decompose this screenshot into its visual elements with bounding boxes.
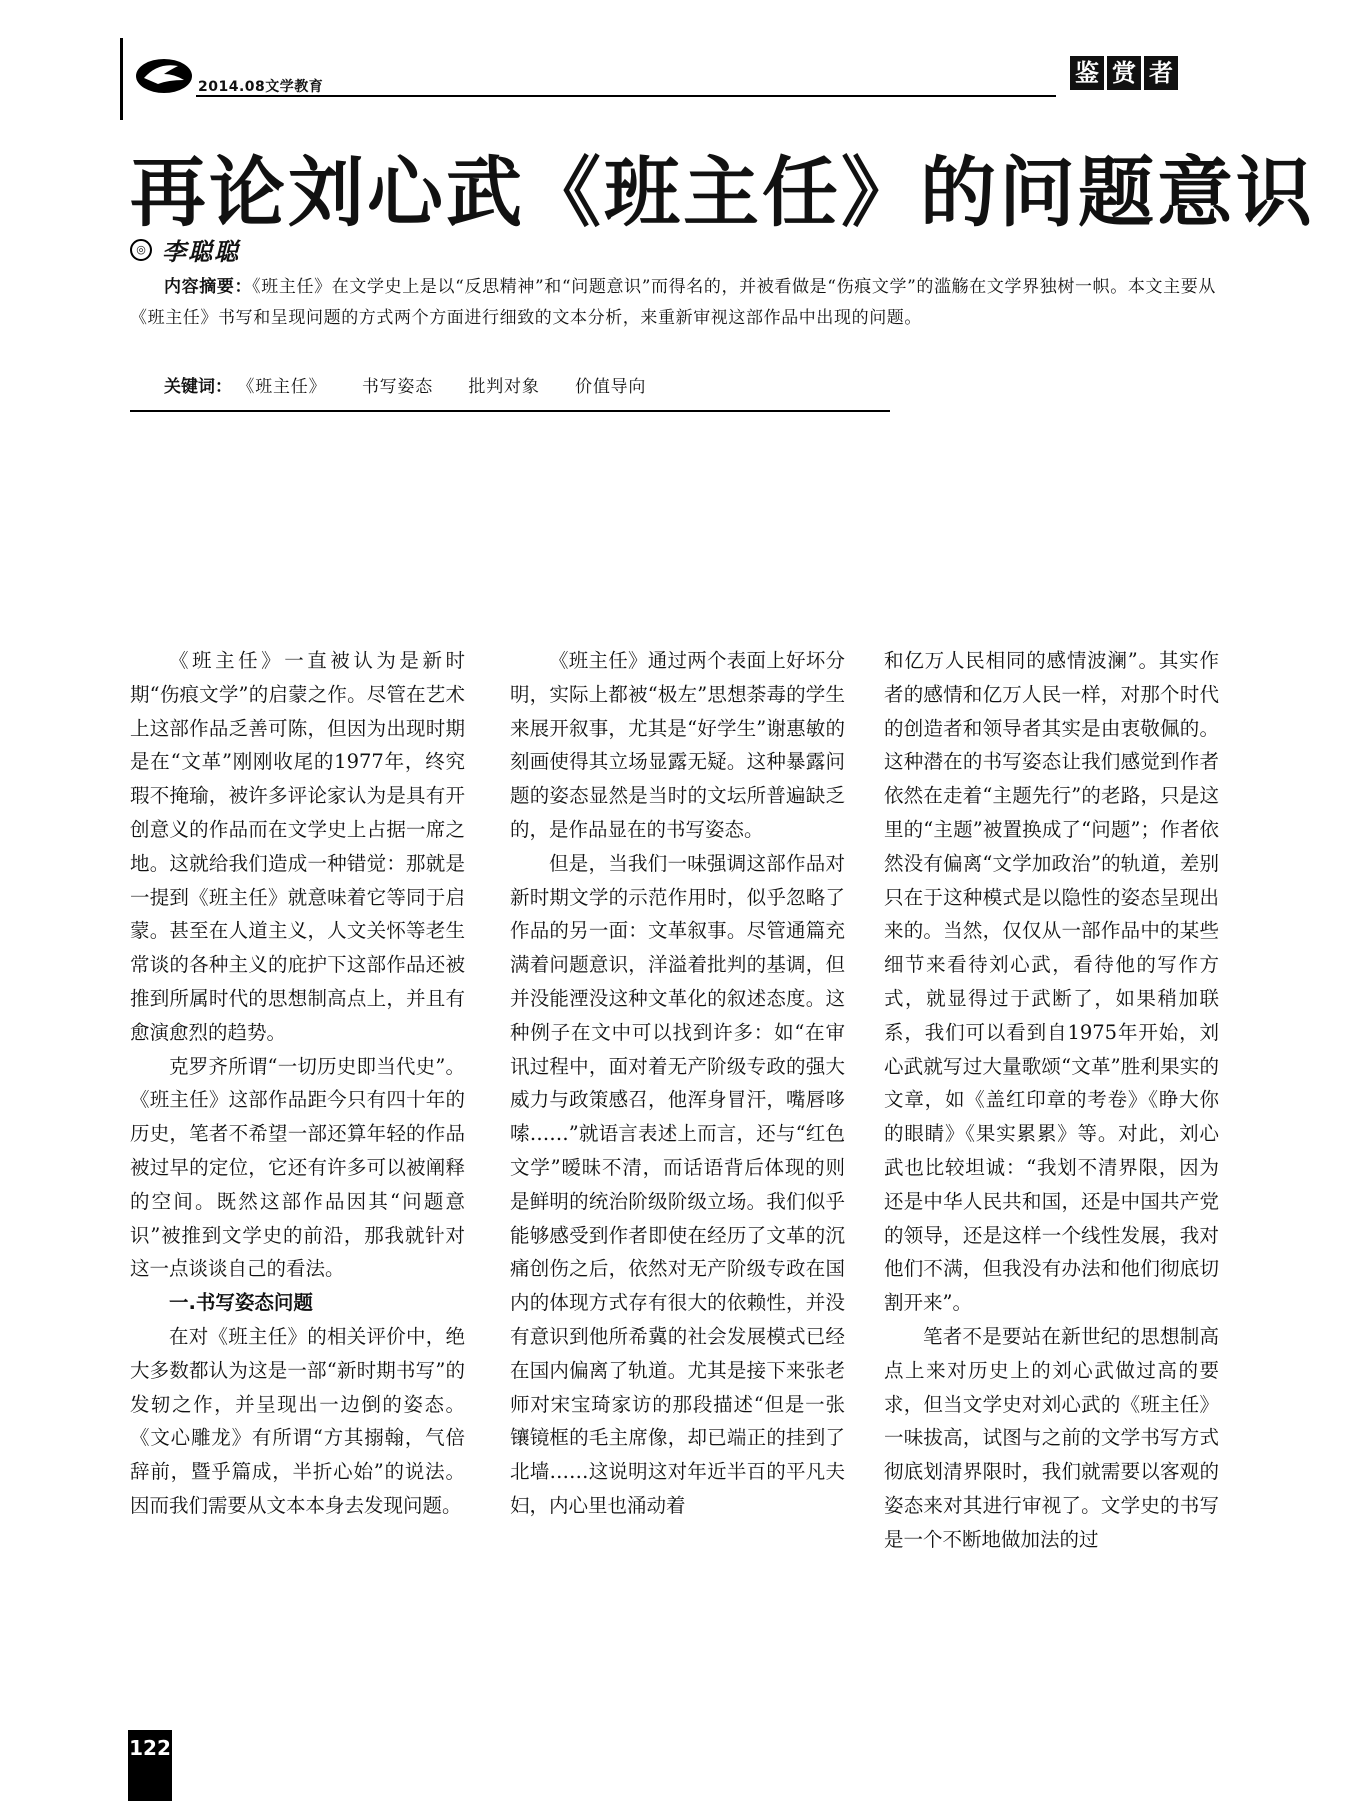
body-column-2 [510,644,845,1523]
page-number: 122 [128,1730,172,1801]
keyword: 批判对象 [468,377,540,397]
journal-issue-info: 2014.08文学教育 [198,79,324,95]
keyword: 书写姿态 [361,377,434,397]
section-tag-char: 赏 [1107,56,1141,90]
abstract-text: 《班主任》在文学史上是以“反思精神”和“问题意识”而得名的，并被看做是“伤痕文学”的滥觞在文学界独树一帜。本文主要从《班主任》书写和呈现问题的方式两个方面进行细致的文本分析，来重新审视这部作品中出现的问题。 [130,277,1216,328]
abstract-rule [130,410,890,412]
article-title: 再论刘心武《班主任》的问题意识 [130,148,1315,237]
author-line [130,232,240,267]
paragraph: 但是，当我们一味强调这部作品对新时期文学的示范作用时，似乎忽略了作品的另一面：文革叙事。尽管通篇充满着问题意识，洋溢着批判的基调，但并没能湮没这种文革化的叙述态度。这种例子在文中可以找到许多：如“在审讯过程中，面对着无产阶级专政的强大威力与政策感召，他浑身冒汗，嘴唇哆嗦……”就语言表述上而言，还与“红色文学”暧昧不清，而话语背后体现的则是鲜明的统治阶级阶级立场。我们似乎能够感受到作者即使在经历了文革的沉痛创伤之后，依然对无产阶级专政在国内的体现方式存有很大的依赖性，并没有意识到他所希冀的社会发展模式已经在国内偏离了轨道。尤其是接下来张老师对宋宝琦家访的那段描述“但是一张镶镜框的毛主席像，却已端正的挂到了北墙……这说明这对年近半百的平凡夫妇，内心里也涌动着 [510,851,845,1517]
keyword: 价值导向 [575,377,647,397]
keywords-label: 关键词： [164,377,232,397]
paragraph: 《班主任》一直被认为是新时期“伤痕文学”的启蒙之作。尽管在艺术上这部作品乏善可陈，但因为出现时期是在“文革”刚刚收尾的1977年，终究瑕不掩瑜，被许多评论家认为是具有开创意义的作品而在文学史上占据一席之地。这就给我们造成一种错觉：那就是一提到《班主任》就意味着它等同于启蒙。甚至在人道主义，人文关怀等老生常谈的各种主义的庇护下这部作品还被推到所属时代的思想制高点上，并且有愈演愈烈的趋势。 [130,649,465,1044]
paragraph: 笔者不是要站在新世纪的思想制高点上来对历史上的刘心武做过高的要求，但当文学史对刘心武的《班主任》一味拔高，试图与之前的文学书写方式彻底划清界限时，我们就需要以客观的姿态来对其进行审视了。文学史的书写是一个不断地做加法的过 [884,1324,1219,1551]
keywords [130,372,1216,403]
paragraph: 在对《班主任》的相关评价中，绝大多数都认为这是一部“新时期书写”的发轫之作，并呈现出一边倒的姿态。《文心雕龙》有所谓“方其搦翰，气倍辞前，暨乎篇成，半折心始”的说法。因而我们需要从文本本身去发现问题。 [130,1324,465,1517]
body-column-1 [130,644,465,1523]
header-margin-bar [120,38,123,120]
author-name: 李聪聪 [162,237,240,266]
section-heading: 一.书写姿态问题 [169,1291,313,1315]
keyword: 《班主任》 [237,377,327,397]
section-tag-char: 鉴 [1070,56,1104,90]
paragraph: 和亿万人民相同的感情波澜”。其实作者的感情和亿万人民一样，对那个时代的创造者和领导者其实是由衷敬佩的。这种潜在的书写姿态让我们感觉到作者依然在走着“主题先行”的老路，只是这里的“主题”被置换成了“问题”；作者依然没有偏离“文学加政治”的轨道，差别只在于这种模式是以隐性的姿态呈现出来的。当然，仅仅从一部作品中的某些细节来看待刘心武，看待他的写作方式，就显得过于武断了，如果稍加联系，我们可以看到自1975年开始，刘心武就写过大量歌颂“文革”胜利果实的文章，如《盖红印章的考卷》《睁大你的眼睛》《果实累累》等。对此，刘心武也比较坦诚：“我划不清界限，因为还是中华人民共和国，还是中国共产党的领导，还是这样一个线性发展，我对他们不满，但我没有办法和他们彻底切割开来”。 [884,649,1219,1315]
section-tag [1070,56,1178,90]
abstract-label: 内容摘要： [164,277,253,297]
section-tag-char: 者 [1144,56,1178,90]
paragraph: 《班主任》通过两个表面上好坏分明，实际上都被“极左”思想荼毒的学生来展开叙事，尤其是“好学生”谢惠敏的刻画使得其立场显露无疑。这种暴露问题的姿态显然是当时的文坛所普遍缺乏的，是作品显在的书写姿态。 [510,649,845,841]
body-column-3 [884,644,1219,1557]
header-rule [196,95,1056,97]
abstract [130,272,1216,334]
author-seal-icon: ◎ [130,239,152,261]
bird-logo-icon [134,54,194,94]
paragraph: 克罗齐所谓“一切历史即当代史”。《班主任》这部作品距今只有四十年的历史，笔者不希望一部还算年轻的作品被过早的定位，它还有许多可以被阐释的空间。既然这部作品因其“问题意识”被推到文学史的前沿，那我就针对这一点谈谈自己的看法。 [130,1054,465,1281]
